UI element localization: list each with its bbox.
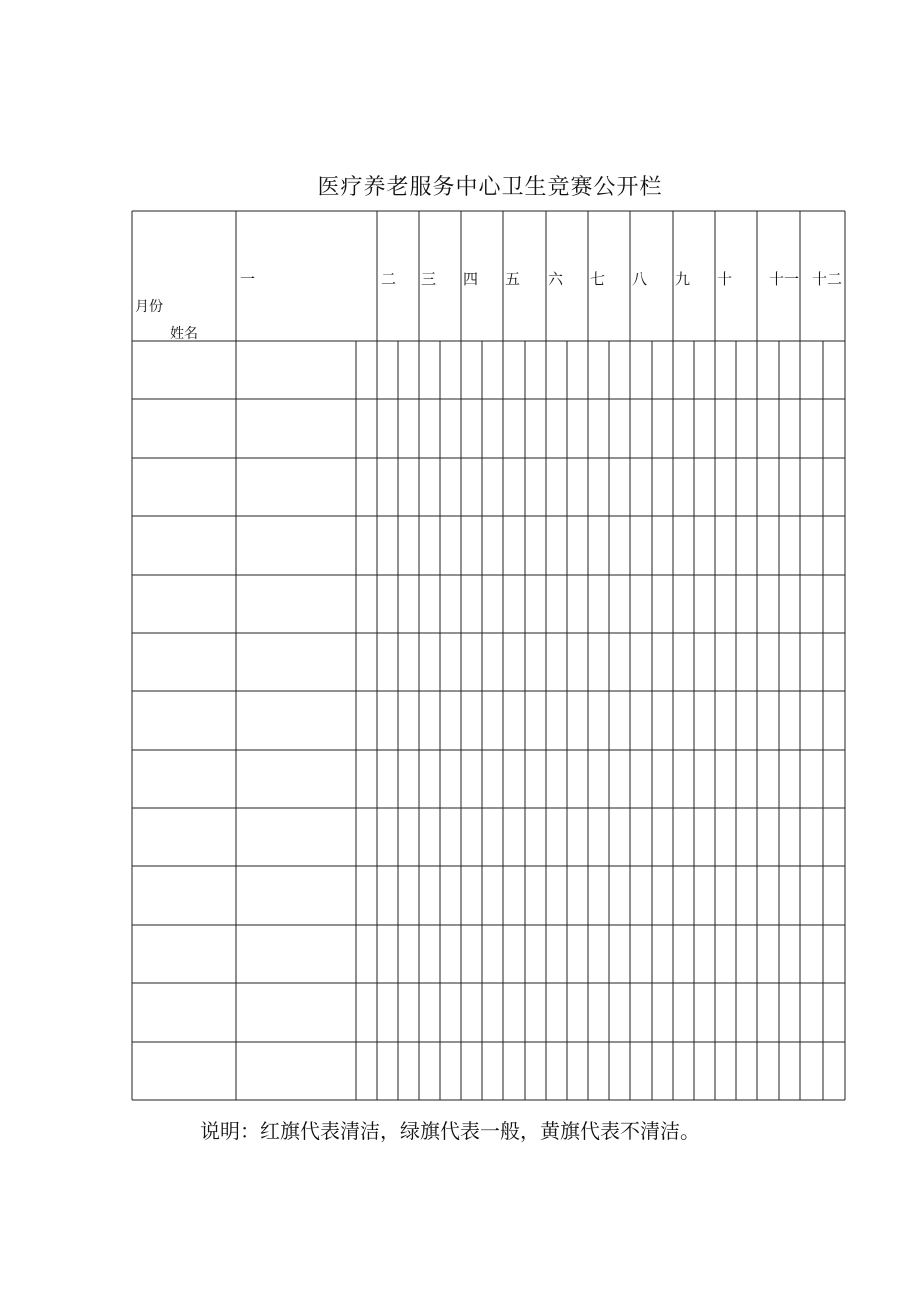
corner-month-label: 月份 (135, 299, 163, 315)
corner-name-label: 姓名 (170, 326, 198, 342)
page-title: 医疗养老服务中心卫生竞赛公开栏 (317, 175, 663, 200)
month-header: 二 (381, 270, 397, 288)
month-header: 十二 (812, 270, 843, 288)
month-header: 七 (590, 270, 606, 288)
month-header: 六 (548, 270, 564, 288)
month-header: 五 (505, 270, 521, 288)
month-header: 九 (675, 270, 691, 288)
month-header: 三 (421, 270, 437, 288)
month-header: 四 (463, 270, 479, 288)
month-header: 十 (717, 270, 733, 288)
legend-note: 说明：红旗代表清洁，绿旗代表一般，黄旗代表不清洁。 (200, 1119, 700, 1143)
month-header: 一 (240, 270, 256, 288)
month-header: 八 (632, 270, 648, 288)
month-header: 十一 (769, 270, 800, 288)
